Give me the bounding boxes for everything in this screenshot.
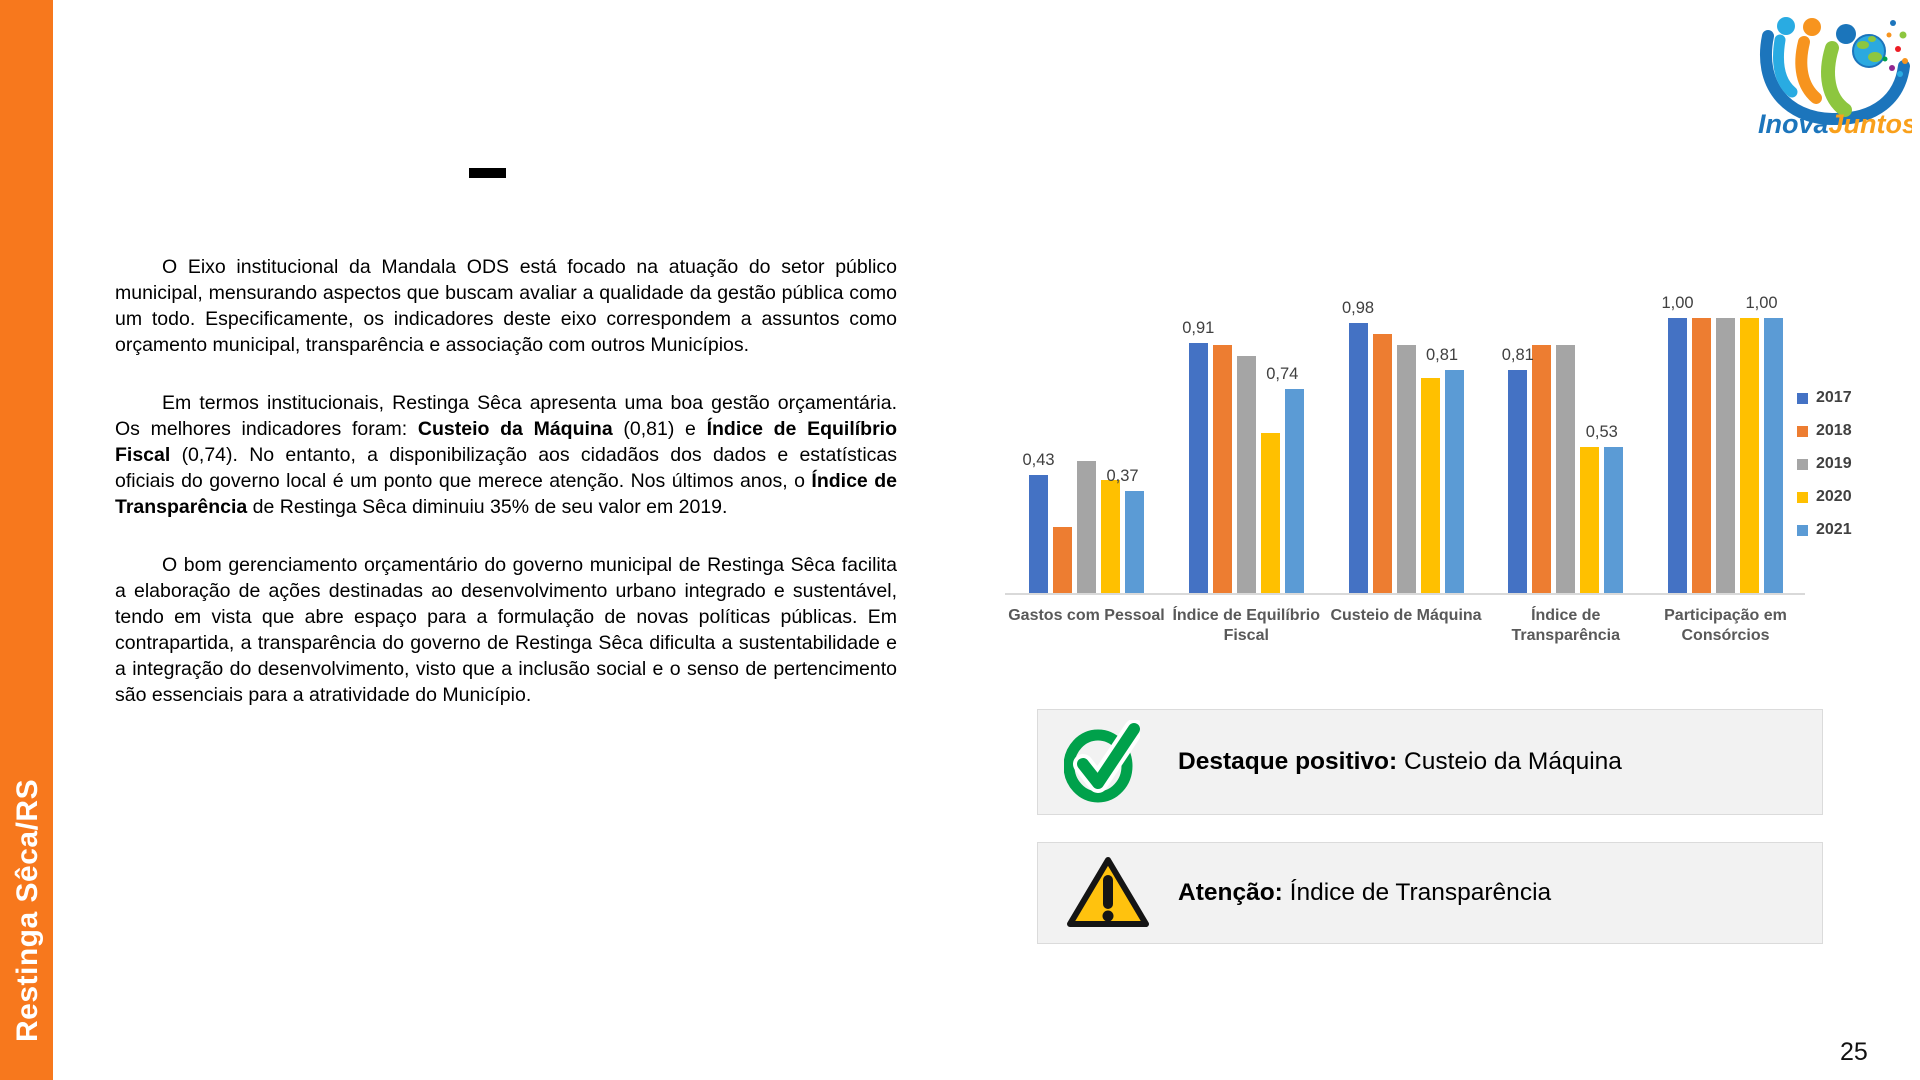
bar-2018-cat0 [1053, 527, 1072, 593]
legend-item-2019 [1797, 454, 1852, 474]
logo-globe-land [1868, 52, 1882, 62]
bar-2017-cat0 [1029, 475, 1048, 593]
value-label: 0,91 [1182, 319, 1215, 337]
bar-2019-cat0 [1077, 461, 1096, 593]
positive-callout [1037, 709, 1823, 815]
value-label: 0,74 [1266, 365, 1299, 383]
bar-chart [1005, 240, 1915, 680]
bar-2020-cat4 [1740, 318, 1759, 593]
logo-person-green-body [1828, 48, 1845, 110]
value-label: 0,81 [1501, 346, 1534, 364]
logo-dot [1883, 57, 1888, 62]
bar-2019-cat1 [1237, 356, 1256, 593]
logo-dot [1887, 33, 1892, 38]
bar-2018-cat3 [1532, 345, 1551, 593]
logo-dot [1900, 32, 1907, 39]
value-label: 0,81 [1425, 346, 1459, 364]
bar-group-4 [1661, 294, 1783, 593]
bar-2018-cat4 [1692, 318, 1711, 593]
warning-callout-value: Índice de Transparência [1282, 879, 1552, 906]
value-label: 0,98 [1341, 299, 1375, 317]
bar-2021-cat1 [1285, 389, 1304, 593]
bar-2017-cat1 [1189, 343, 1208, 593]
warning-callout-label: Atenção: [1178, 879, 1283, 906]
logo-person-blue-body [1779, 40, 1793, 92]
legend-item-2018 [1797, 421, 1852, 441]
value-label: 1,00 [1745, 294, 1778, 312]
logo-dot [1902, 58, 1908, 64]
bar-2020-cat0 [1101, 480, 1120, 593]
legend-swatch [1797, 393, 1808, 404]
legend-swatch [1797, 459, 1808, 470]
chart-legend [1797, 388, 1852, 553]
legend-label: 2017 [1816, 389, 1852, 406]
value-label: 0,37 [1106, 467, 1139, 485]
bar-2018-cat2 [1373, 334, 1392, 593]
positive-callout-text [1178, 748, 1622, 776]
legend-label: 2019 [1816, 455, 1852, 472]
logo-dot [1889, 65, 1895, 71]
bar-2017-cat4 [1668, 318, 1687, 593]
inovajuntos-logo-graphic [1752, 6, 1912, 138]
bar-2021-cat4 [1764, 318, 1783, 593]
legend-item-2017 [1797, 388, 1852, 408]
sidebar-municipality-label: Restinga Sêca/RS [11, 778, 44, 1042]
warning-callout-text [1178, 879, 1551, 907]
text-column [115, 254, 897, 740]
bar-group-0 [1022, 451, 1144, 593]
bar-2021-cat0 [1125, 491, 1144, 593]
bar-group-3 [1501, 345, 1623, 593]
bar-2020-cat1 [1261, 433, 1280, 593]
bar-2019-cat2 [1397, 345, 1416, 593]
logo-text-inova: Inova [1758, 109, 1829, 138]
logo-globe-land [1857, 41, 1869, 49]
category-label-1: Índice de Equilíbrio Fiscal [1172, 607, 1321, 644]
category-label-4: Participação em Consórcios [1664, 607, 1787, 644]
legend-swatch [1797, 492, 1808, 503]
logo-person-orange-head [1803, 18, 1821, 36]
bar-2018-cat1 [1213, 345, 1232, 593]
legend-item-2020 [1797, 487, 1852, 507]
check-icon [1064, 720, 1140, 804]
logo-person-green-head [1836, 24, 1856, 44]
bar-2017-cat2 [1349, 323, 1368, 593]
value-label: 0,53 [1585, 423, 1618, 441]
legend-swatch [1797, 525, 1808, 536]
page-number: 25 [1840, 1038, 1868, 1066]
bar-2021-cat3 [1604, 447, 1623, 593]
value-label: 0,43 [1022, 451, 1055, 469]
warning-icon [1064, 854, 1152, 932]
bar-2020-cat3 [1580, 447, 1599, 593]
positive-callout-value: Custeio da Máquina [1397, 748, 1622, 775]
legend-swatch [1797, 426, 1808, 437]
legend-label: 2018 [1816, 422, 1852, 439]
positive-callout-label: Destaque positivo: [1178, 748, 1398, 775]
warning-callout [1037, 842, 1823, 944]
logo-dot [1890, 20, 1896, 26]
category-label-0: Gastos com Pessoal [1008, 607, 1165, 624]
logo-wordmark [1758, 109, 1912, 138]
chart-plot-area [1005, 240, 1805, 595]
category-label-3: Índice de Transparência [1511, 607, 1620, 644]
logo-person-orange-body [1801, 42, 1816, 98]
legend-label: 2021 [1816, 521, 1852, 538]
bar-2019-cat3 [1556, 345, 1575, 593]
logo-dot [1897, 71, 1903, 77]
bar-2020-cat2 [1421, 378, 1440, 593]
paragraph: O Eixo institucional da Mandala ODS está focado na atuação do setor público municipal, mensurando aspectos que buscam avaliar a qualidade da gestão pública como um todo. Especificamente, os indicadores deste eixo correspondem a assuntos como orçamento municipal, transparência e associação com outros Municípios. [115, 256, 897, 356]
legend-item-2021 [1797, 520, 1852, 540]
bar-group-1 [1182, 319, 1304, 593]
bar-2021-cat2 [1445, 370, 1464, 593]
logo-globe-land [1868, 36, 1876, 42]
logo-person-blue-head [1777, 17, 1795, 35]
inovajuntos-logo [1752, 6, 1912, 138]
value-label: 1,00 [1661, 294, 1694, 312]
logo-dot [1895, 46, 1901, 52]
bar-2017-cat3 [1508, 370, 1527, 593]
category-label-2: Custeio de Máquina [1330, 607, 1482, 624]
paragraph: Em termos institucionais, Restinga Sêca apresenta uma boa gestão orçamentária. Os melhores indicadores foram: Custeio da Máquina (0,81) e Índice de Equilíbrio Fiscal (0,74). No entanto, a disponibilização aos cidadãos dos dados e estatísticas oficiais do governo local é um ponto que merece atenção. Nos últimos anos, o Índice de Transparência de Restinga Sêca diminuiu 35% de seu valor em 2019. [115, 392, 897, 518]
bar-group-2 [1341, 299, 1464, 593]
legend-label: 2020 [1816, 488, 1852, 505]
bar-2019-cat4 [1716, 318, 1735, 593]
paragraph: O bom gerenciamento orçamentário do governo municipal de Restinga Sêca facilita a elaboração de ações destinadas ao desenvolvimento urbano integrado e sustentável, tendo em vista que abre espaço para a formulação de novas políticas públicas. Em contrapartida, a transparência do governo de Restinga Sêca dificulta a sustentabilidade e a integração do desenvolvimento, visto que a inclusão social e o senso de pertencimento são essenciais para a atratividade do Município. [115, 554, 897, 706]
sidebar [0, 0, 53, 1080]
title-dash [469, 168, 506, 178]
logo-text-juntos: Juntos [1828, 109, 1912, 138]
